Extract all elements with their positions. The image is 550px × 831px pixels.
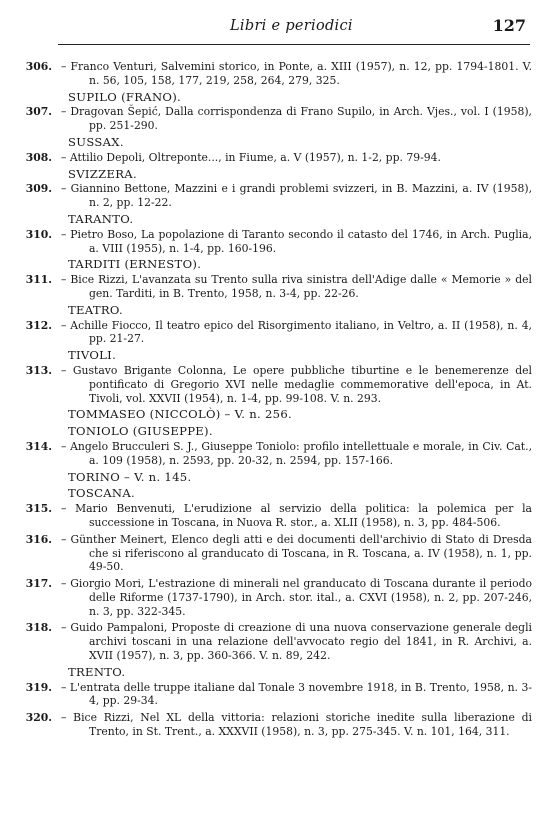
section-heading: TEATRO. [68,302,124,317]
header-rule [58,44,530,45]
bibliography-entry [18,228,532,256]
entry-text: – Giorgio Mori, L'estrazione di minerali nel granducato di Toscana durante il periodo delle Riforme (1737-1790), in Arch. stor. ital., a. CXVI (1958), n. 2, pp. 207-246, n. 3, pp. 322-345. [61,577,532,618]
bibliography-entry [18,273,532,301]
bibliography-entry [18,182,532,210]
entry-text: – Gustavo Brigante Colonna, Le opere pubbliche tiburtine e le benemerenze del pontificato di Gregorio XVI nelle medaglie commemorative dell'epoca, in At. Tivoli, vol. XXVII (1954), n. 1-4, pp. 99-108. V. n. 293. [61,363,532,405]
entry-text: – Bice Rizzi, L'avanzata su Trento sulla riva sinistra dell'Adige dalle « Memorie » del gen. Tarditi, in B. Trento, 1958, n. 3-4, pp. 22-26. [61,273,532,300]
section-heading: TOMMASEO (NICCOLÒ) – V. n. 256. [68,407,293,422]
entry-text: – Mario Benvenuti, L'erudizione al servizio della politica: la polemica per la successione in Toscana, in Nuova R. stor., a. XLII (1958), n. 3, pp. 484-506. [61,502,532,529]
section-heading: TONIOLO (GIUSEPPE). [68,424,213,439]
entry-text: – Günther Meinert, Elenco degli atti e dei documenti dell'archivio di Stato di Dresda che si riferiscono al granducato di Toscana, in R. Toscana, a. IV (1958), n. 1, pp. 49-50. [61,532,532,574]
entry-number: 316. [25,532,52,546]
entry-number: 314. [25,439,52,453]
bibliography-entry [18,502,532,530]
entry-number: 308. [25,150,52,164]
section-heading: TARDITI (ERNESTO). [68,257,202,272]
running-title: Libri e periodici [230,18,353,34]
entry-number: 317. [25,577,52,591]
entry-text: – Giannino Bettone, Mazzini e i grandi problemi svizzeri, in B. Mazzini, a. IV (1958), n. 2, pp. 12-22. [61,182,532,210]
page-header [60,16,528,40]
section-heading: TORINO – V. n. 145. [68,469,192,484]
entry-number: 315. [25,502,52,516]
entry-number: 320. [25,711,52,725]
bibliography-entry [18,577,532,618]
bibliography-entry [18,319,532,347]
section-heading: TOSCANA. [68,486,136,501]
entry-text: – Achille Fiocco, Il teatro epico del Risorgimento italiano, in Veltro, a. II (1958), n. 4, pp. 21-27. [61,318,532,346]
entry-number: 319. [25,680,52,694]
section-heading: SUSSAX. [68,134,124,149]
entry-text: – Bice Rizzi, Nel XL della vittoria: relazioni storiche inedite sulla liberazione di Trento, in St. Trent., a. XXXVII (1958), n. 3, pp. 275-345. V. n. 101, 164, 311. [61,711,532,739]
entry-text: – Dragovan Šepić, Dalla corrispondenza di Frano Supilo, in Arch. Vjes., vol. I (1958), pp. 251-290. [61,105,532,133]
entry-text: – L'entrata delle truppe italiane dal Tonale 3 novembre 1918, in B. Trento, 1958, n. 3-4, pp. 29-34. [61,680,532,708]
bibliography-entry [18,440,532,468]
entry-number: 307. [25,105,52,119]
entry-number: 310. [25,227,52,241]
entry-number: 309. [25,182,52,196]
page-number: 127 [492,16,526,35]
entry-text: – Franco Venturi, Salvemini storico, in Ponte, a. XIII (1957), n. 12, pp. 1794-1801. V. n. 56, 105, 158, 177, 219, 258, 264, 279, 325. [61,60,532,87]
entry-number: 311. [25,273,52,287]
bibliography-list [18,60,532,742]
entry-number: 312. [25,318,52,332]
bibliography-entry [18,681,532,709]
entry-text: – Attilio Depoli, Oltreponte..., in Fiume, a. V (1957), n. 1-2, pp. 79-94. [61,150,441,164]
section-heading: TARANTO. [68,211,134,226]
entry-number: 318. [25,621,52,635]
bibliography-entry [18,533,532,574]
entry-number: 313. [25,363,52,377]
section-heading: TIVOLI. [68,348,117,363]
section-heading: SUPILO (FRANO). [68,89,182,104]
bibliography-entry [18,711,532,739]
bibliography-entry [18,151,532,165]
section-heading: TRENTO. [68,664,126,679]
bibliography-entry [18,105,532,133]
entry-text: – Angelo Brucculeri S. J., Giuseppe Toniolo: profilo intellettuale e morale, in Civ. Cat., a. 109 (1958), n. 2593, pp. 20-32, n. 2594, pp. 157-166. [61,439,532,467]
entry-number: 306. [25,60,52,73]
bibliography-entry [18,60,532,88]
bibliography-entry [18,621,532,662]
entry-text: – Guido Pampaloni, Proposte di creazione di una nuova conservazione generale degli archivi toscani in una relazione dell'avvocato regio del 1841, in R. Archivi, a. XVII (1957), n. 3, pp. 360-366. V. n. 89, 242. [61,621,532,663]
entry-text: – Pietro Boso, La popolazione di Taranto secondo il catasto del 1746, in Arch. Puglia, a. VIII (1955), n. 1-4, pp. 160-196. [61,227,532,255]
bibliography-entry [18,364,532,405]
section-heading: SVIZZERA. [68,166,137,181]
